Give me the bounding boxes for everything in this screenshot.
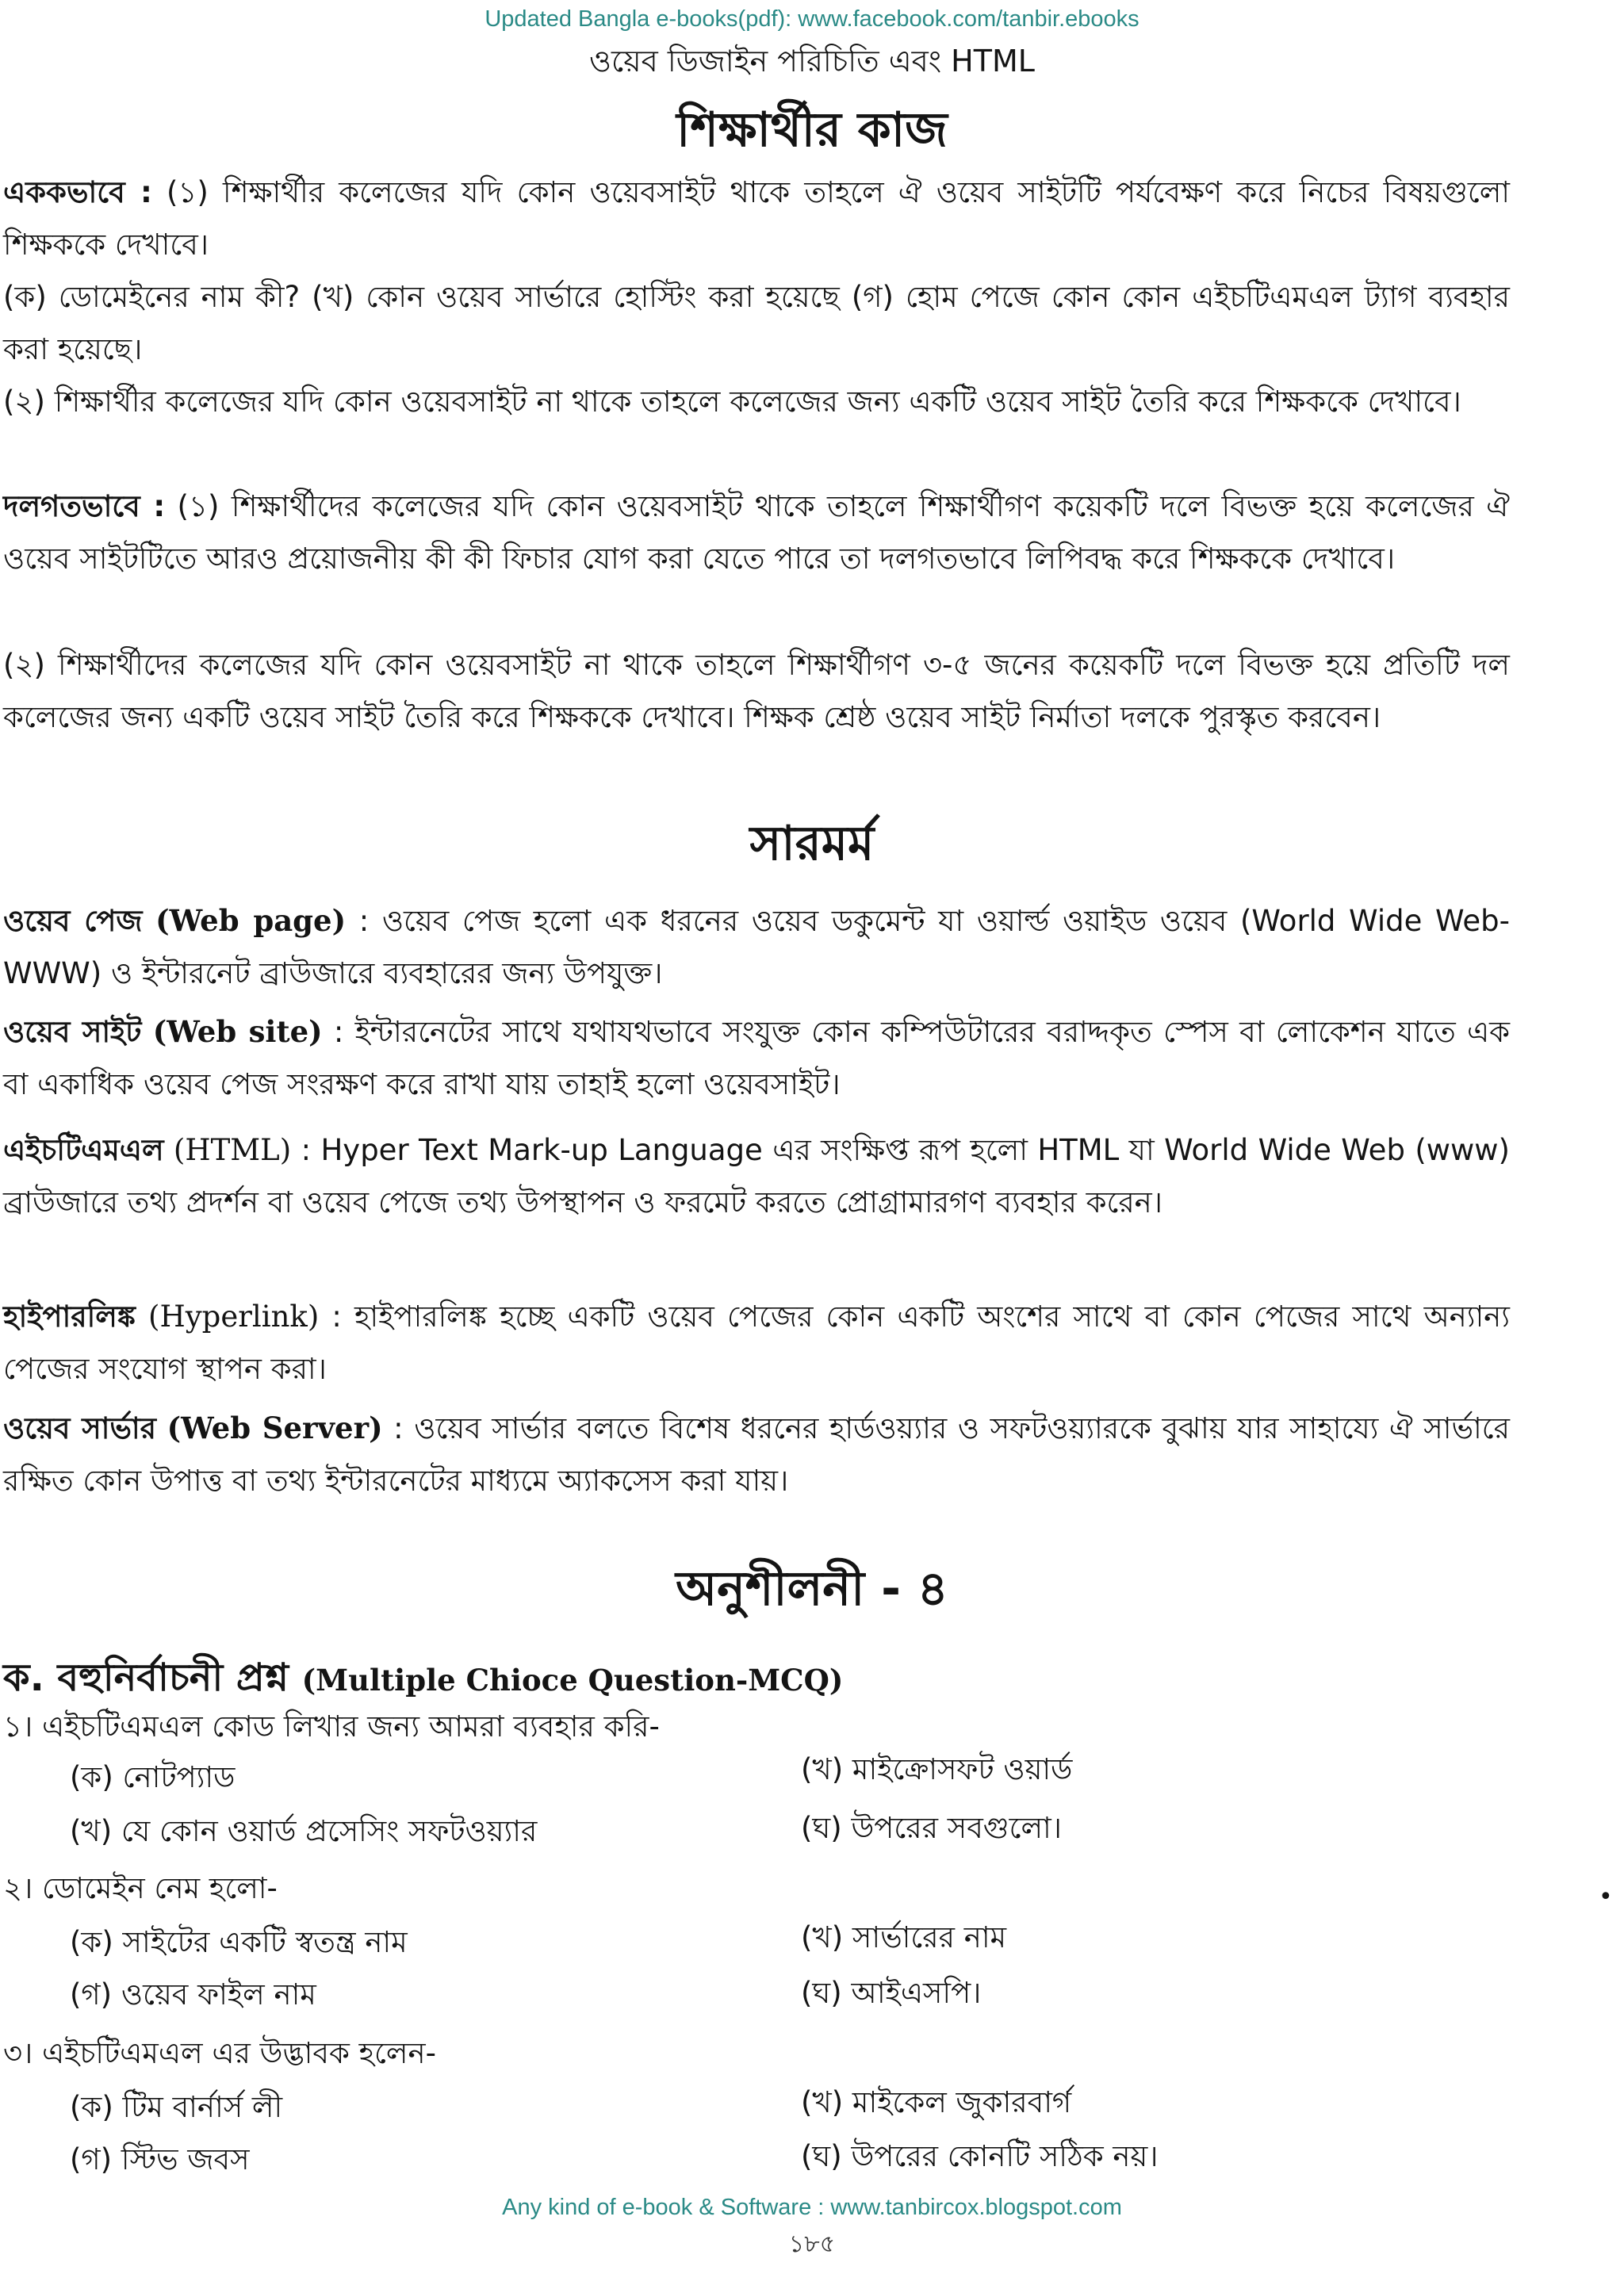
q3-option-gha: (ঘ) উপরের কোনটি সঠিক নয়। xyxy=(801,2139,1159,2173)
individual-label: এককভাবে : xyxy=(3,175,152,209)
individual-task-1 xyxy=(3,167,1510,271)
q1-option-ka: (ক) নোটপ্যাড xyxy=(70,1760,236,1794)
mcq-question-2: ২। ডোমেইন নেম হলো- xyxy=(3,1871,278,1905)
bottom-watermark-link: Any kind of e-book & Software : www.tanbircox.blogspot.com xyxy=(502,2195,1122,2220)
mcq-title: ক. বহুনির্বাচনী প্রশ্ন xyxy=(3,1656,289,1700)
individual-task-1-text: (১) শিক্ষার্থীর কলেজের যদি কোন ওয়েবসাইট থাকে তাহলে ঐ ওয়েব সাইটটি পর্যবেক্ষণ করে নিচের বিষয়গুলো শিক্ষককে দেখাবে। xyxy=(3,175,1511,262)
q3-option-kha: (খ) মাইকেল জুকারবার্গ xyxy=(801,2085,1072,2119)
exercise-heading: অনুশীলনী - ৪ xyxy=(676,1561,948,1617)
web-server-term: ওয়েব সার্ভার xyxy=(3,1411,157,1445)
q1-option-kha-2: (খ) যে কোন ওয়ার্ড প্রসেসিং সফটওয়্যার xyxy=(70,1814,538,1848)
group-task-1-text: (১) শিক্ষার্থীদের কলেজের যদি কোন ওয়েবসাইট থাকে তাহলে শিক্ষার্থীগণ কয়েকটি দলে বিভক্ত হয়ে কলেজের ঐ ওয়েব সাইটটিতে আরও প্রয়োজনীয় কী কী ফিচার যোগ করা যেতে পারে তা দলগতভাবে লিপিবদ্ধ করে শিক্ষককে দেখাবে। xyxy=(3,489,1510,576)
group-task-1 xyxy=(3,480,1510,585)
webpage-definition: : ওয়েব পেজ হলো এক ধরনের ওয়েব ডকুমেন্ট যা ওয়ার্ল্ড ওয়াইড ওয়েব (World Wide Web-WWW) ও ইন্টারনেট ব্রাউজারে ব্যবহারের জন্য উপযুক্ত। xyxy=(3,904,1510,990)
q2-option-ka: (ক) সাইটের একটি স্বতন্ত্র নাম xyxy=(70,1925,408,1959)
group-task-2: (২) শিক্ষার্থীদের কলেজের যদি কোন ওয়েবসাইট না থাকে তাহলে শিক্ষার্থীগণ ৩-৫ জনের কয়েকটি দলে বিভক্ত হয়ে প্রতিটি দল কলেজের জন্য একটি ওয়েব সাইট তৈরি করে শিক্ষককে দেখাবে। শিক্ষক শ্রেষ্ঠ ওয়েব সাইট নির্মাতা দলকে পুরস্কৃত করবেন। xyxy=(3,648,1510,734)
individual-task-1-items: (ক) ডোমেইনের নাম কী? (খ) কোন ওয়েব সার্ভারে হোস্টিং করা হয়েছে (গ) হোম পেজে কোন কোন এইচটিএমএল ট্যাগ ব্যবহার করা হয়েছে। xyxy=(3,280,1510,366)
summary-webpage xyxy=(3,894,1510,1000)
q1-option-gha: (ঘ) উপরের সবগুলো। xyxy=(801,1811,1063,1845)
student-task-heading: শিক্ষার্থীর কাজ xyxy=(676,102,948,158)
hyperlink-term-en: (Hyperlink) xyxy=(135,1300,320,1334)
hyperlink-term: হাইপারলিঙ্ক xyxy=(3,1300,136,1334)
website-term: ওয়েব সাইট xyxy=(3,1015,142,1049)
html-term-en: (HTML) xyxy=(163,1133,292,1167)
html-definition: : Hyper Text Mark-up Language এর সংক্ষিপ্ত রূপ হলো HTML যা World Wide Web (www) ব্রাউজারে তথ্য প্রদর্শন বা ওয়েব পেজে তথ্য উপস্থাপন ও ফরমেট করতে প্রোগ্রামারগণ ব্যবহার করেন। xyxy=(3,1133,1510,1219)
q3-option-ga: (গ) স্টিভ জবস xyxy=(70,2142,250,2176)
q2-option-gha: (ঘ) আইএসপি। xyxy=(801,1976,982,2010)
mcq-question-1: ১। এইচটিএমএল কোড লিখার জন্য আমরা ব্যবহার করি- xyxy=(3,1709,660,1744)
webpage-term-en: (Web page) xyxy=(155,903,347,938)
web-server-term-en: (Web Server) xyxy=(167,1411,383,1445)
summary-website xyxy=(3,1005,1510,1111)
mcq-question-3: ৩। এইচটিএমএল এর উদ্ভাবক হলেন- xyxy=(3,2036,436,2070)
website-term-en: (Web site) xyxy=(152,1014,323,1049)
running-title: ওয়েব ডিজাইন পরিচিতি এবং HTML xyxy=(589,44,1035,78)
scan-speck: • xyxy=(1599,1883,1613,1911)
q3-option-ka: (ক) টিম বার্নার্স লী xyxy=(70,2090,283,2124)
summary-web-server xyxy=(3,1402,1510,1507)
q1-option-kha: (খ) মাইক্রোসফট ওয়ার্ড xyxy=(801,1752,1073,1786)
summary-hyperlink xyxy=(3,1291,1510,1395)
website-definition: : ইন্টারনেটের সাথে যথাযথভাবে সংযুক্ত কোন কম্পিউটারের বরাদ্দকৃত স্পেস বা লোকেশন যাতে এক বা একাধিক ওয়েব পেজ সংরক্ষণ করে রাখা যায় তাহাই হলো ওয়েবসাইট। xyxy=(3,1015,1511,1101)
webpage-term: ওয়েব পেজ xyxy=(3,904,143,938)
top-watermark-link: Updated Bangla e-books(pdf): www.facebook.com/tanbir.ebooks xyxy=(485,6,1139,32)
q2-option-kha: (খ) সার্ভারের নাম xyxy=(801,1920,1007,1954)
summary-heading: সারমর্ম xyxy=(749,816,875,871)
individual-task-2: (২) শিক্ষার্থীর কলেজের যদি কোন ওয়েবসাইট না থাকে তাহলে কলেজের জন্য একটি ওয়েব সাইট তৈরি করে শিক্ষককে দেখাবে। xyxy=(3,385,1461,419)
web-server-definition: : ওয়েব সার্ভার বলতে বিশেষ ধরনের হার্ডওয়্যার ও সফটওয়্যারকে বুঝায় যার সাহায্যে ঐ সার্ভারে রক্ষিত কোন উপাত্ত বা তথ্য ইন্টারনেটের মাধ্যমে অ্যাকসেস করা যায়। xyxy=(3,1411,1511,1498)
mcq-title-en: (Multiple Chioce Question-MCQ) xyxy=(301,1663,844,1698)
hyperlink-definition: : হাইপারলিঙ্ক হচ্ছে একটি ওয়েব পেজের কোন একটি অংশের সাথে বা কোন পেজের সাথে অন্যান্য পেজের সংযোগ স্থাপন করা। xyxy=(3,1300,1510,1386)
html-term: এইচটিএমএল xyxy=(3,1133,164,1167)
page-number: ১৮৫ xyxy=(788,2230,836,2258)
summary-html xyxy=(3,1124,1510,1229)
q2-option-ga: (গ) ওয়েব ফাইল নাম xyxy=(70,1977,316,2012)
group-label: দলগতভাবে : xyxy=(3,489,166,523)
